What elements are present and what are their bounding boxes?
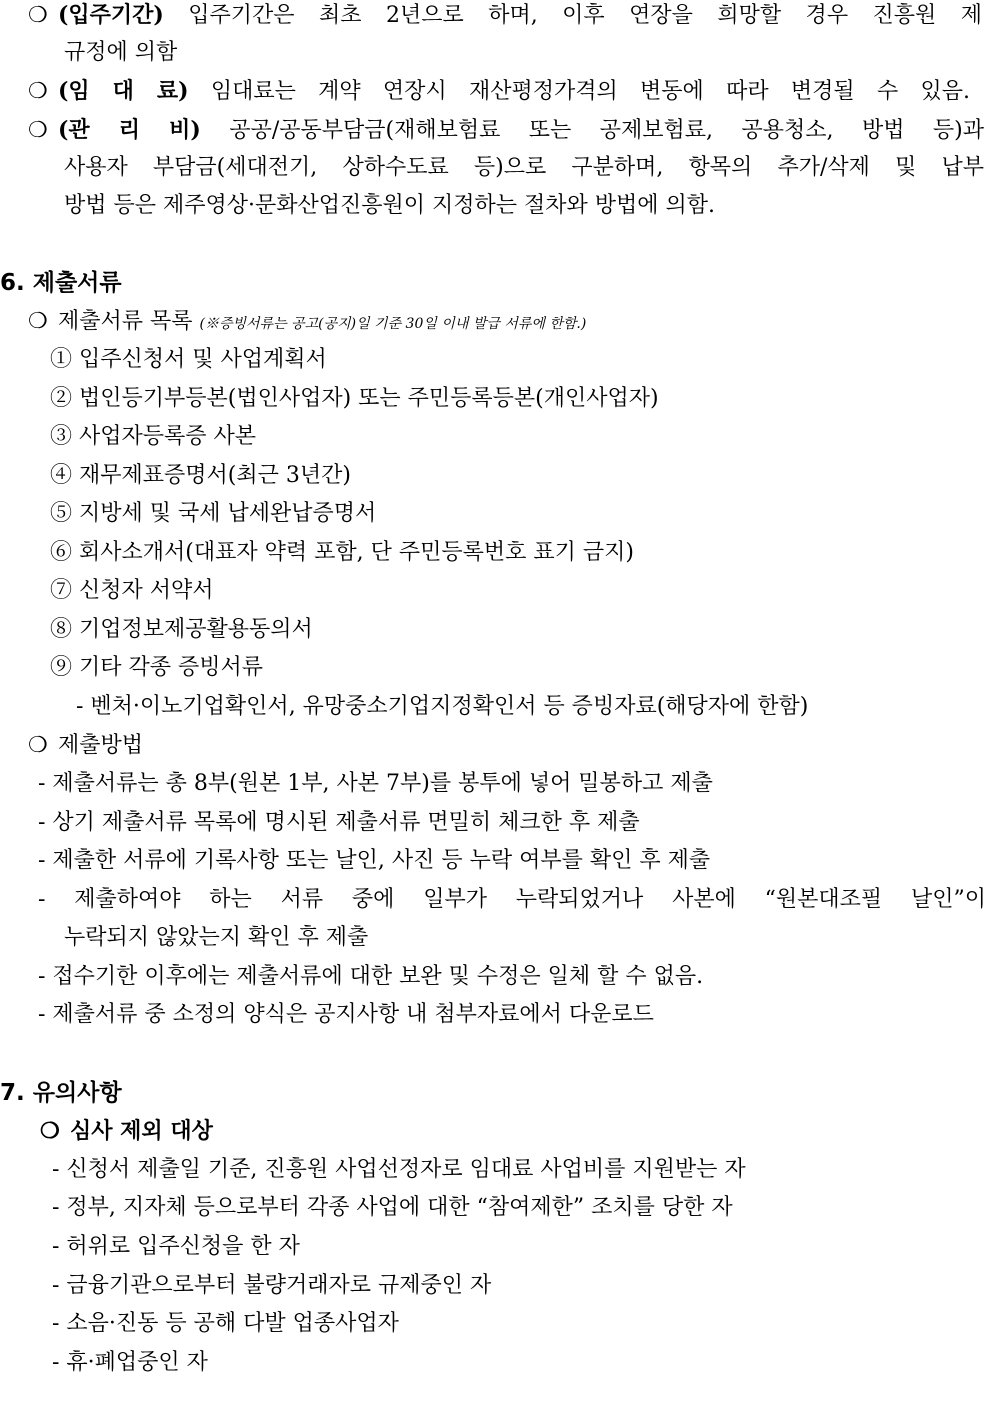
list-item: ⑦ 신청자 서약서 [50,578,214,603]
move-in-period-text: 입주기간은 최초 2년으로 하며, 이후 연장을 희망할 경우 진흥원 제 [188,3,982,28]
method-item: - 제출한 서류에 기록사항 또는 날인, 사진 등 누락 여부를 확인 후 제출 [38,848,711,873]
list-item: ⑧ 기업정보제공활용동의서 [50,617,313,642]
list-item: ⑥ 회사소개서(대표자 약력 포함, 단 주민등록번호 표기 금지) [50,540,634,565]
exclusion-label: 심사 제외 대상 [70,1118,213,1144]
section-6-title: 6. 제출서류 [0,270,122,296]
list-item: ④ 재무제표증명서(최근 3년간) [50,463,351,488]
list-sub-item: - 벤처·이노기업확인서, 유망중소기업지정확인서 등 증빙자료(해당자에 한함) [76,694,809,719]
submission-method-label: 제출방법 [58,733,144,758]
exclusion-item: - 정부, 지자체 등으로부터 각종 사업에 대한 “참여제한” 조치를 당한 자 [52,1195,733,1220]
method-item: - 접수기한 이후에는 제출서류에 대한 보완 및 수정은 일체 할 수 없음. [38,964,704,989]
exclusion-item: - 신청서 제출일 기준, 진흥원 사업선정자로 임대료 사업비를 지원받는 자 [52,1157,746,1182]
maintenance-line-1 [28,111,984,149]
circle-bullet-icon: ❍ [40,1118,60,1144]
submission-list-label: 제출서류 목록 [58,309,193,334]
circle-bullet-icon: ❍ [28,733,48,758]
list-item: ⑨ 기타 각종 증빙서류 [50,655,263,680]
circle-bullet-icon: ❍ [28,309,48,334]
method-item: - 제출하여야 하는 서류 중에 일부가 누락되었거나 사본에 “원본대조필 날인”이 [38,887,986,912]
list-item: ① 입주신청서 및 사업계획서 [50,347,327,372]
list-item: ⑤ 지방세 및 국세 납세완납증명서 [50,501,377,526]
submission-method-heading [28,727,992,765]
rent-label: (임 대 료) [58,78,189,104]
submission-list-heading [28,303,992,341]
exclusion-item: - 허위로 입주신청을 한 자 [52,1234,300,1259]
rent-line [28,72,970,110]
method-item: - 제출서류 중 소정의 양식은 공지사항 내 첨부자료에서 다운로드 [38,1002,654,1027]
circle-bullet-icon: ❍ [28,79,48,104]
maintenance-line-3: 방법 등은 제주영상·문화산업진흥원이 지정하는 절차와 방법에 의함. [64,193,716,218]
move-in-period-label: (입주기간) [58,2,164,28]
exclusion-item: - 소음·진동 등 공해 다발 업종사업자 [52,1311,399,1336]
exclusion-heading [40,1112,992,1150]
exclusion-item: - 금융기관으로부터 불량거래자로 규제중인 자 [52,1273,492,1298]
maintenance-label: (관 리 비) [58,117,201,143]
maintenance-line-2: 사용자 부담금(세대전기, 상하수도료 등)으로 구분하며, 항목의 추가/삭제 및 납부 [64,155,984,180]
list-item: ② 법인등기부등본(법인사업자) 또는 주민등록등본(개인사업자) [50,386,659,411]
circle-bullet-icon: ❍ [28,118,48,143]
rent-text: 임대료는 계약 연장시 재산평정가격의 변동에 따라 변경될 수 있음. [210,79,971,104]
move-in-period-line-1 [28,0,982,34]
move-in-period-line-2: 규정에 의함 [64,40,178,65]
method-item: - 상기 제출서류 목록에 명시된 제출서류 면밀히 체크한 후 제출 [38,810,640,835]
exclusion-item: - 휴·폐업중인 자 [52,1350,208,1375]
maintenance-text: 공공/공동부담금(재해보험료 또는 공제보험료, 공용청소, 방법 등)과 [229,118,984,143]
method-item-continued: 누락되지 않았는지 확인 후 제출 [64,925,369,950]
submission-list-note: (※증빙서류는 공고(공지)일 기준 30일 이내 발급 서류에 한함.) [199,316,587,332]
circle-bullet-icon: ❍ [28,3,48,28]
section-7-title: 7. 유의사항 [0,1080,122,1106]
list-item: ③ 사업자등록증 사본 [50,424,257,449]
method-item: - 제출서류는 총 8부(원본 1부, 사본 7부)를 봉투에 넣어 밀봉하고 제출 [38,771,713,796]
